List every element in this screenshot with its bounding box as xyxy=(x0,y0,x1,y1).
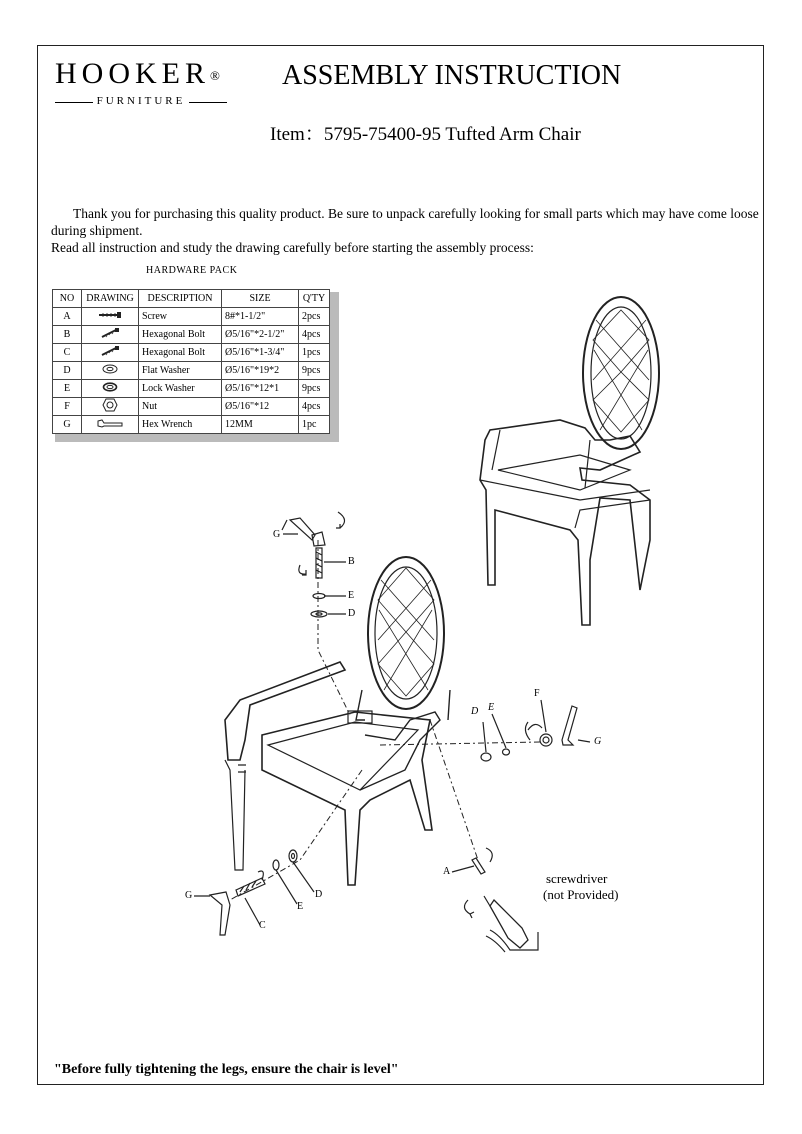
hardware-no: B xyxy=(53,326,82,344)
col-size: SIZE xyxy=(222,290,299,308)
hardware-description: Screw xyxy=(139,308,222,326)
hardware-no: E xyxy=(53,380,82,398)
hardware-qty: 4pcs xyxy=(299,398,330,416)
hardware-size: Ø5/16"*1-3/4" xyxy=(222,344,299,362)
label-d-right: D xyxy=(471,706,479,717)
intro-p2: Read all instruction and study the drawing carefully before starting the assembly process: xyxy=(51,240,534,255)
label-e-left: E xyxy=(297,901,304,912)
hardware-no: F xyxy=(53,398,82,416)
label-g-right: G xyxy=(594,736,602,747)
hardware-description: Flat Washer xyxy=(139,362,222,380)
col-drawing: DRAWING xyxy=(82,290,139,308)
hardware-size: 12MM xyxy=(222,416,299,434)
hardware-qty: 9pcs xyxy=(299,380,330,398)
label-f-right: F xyxy=(534,688,540,699)
hardware-description: Hexagonal Bolt xyxy=(139,344,222,362)
hardware-no: A xyxy=(53,308,82,326)
logo-registered: ® xyxy=(210,68,220,83)
assembly-lines xyxy=(230,540,540,900)
hardware-size: Ø5/16"*12 xyxy=(222,398,299,416)
assembled-chair-drawing xyxy=(480,297,659,625)
hardware-size: Ø5/16"*12*1 xyxy=(222,380,299,398)
label-e-top: E xyxy=(348,590,355,601)
label-c-left: C xyxy=(259,920,266,931)
hardware-no: C xyxy=(53,344,82,362)
label-e-right: E xyxy=(488,702,495,713)
logo-sub: FURNITURE xyxy=(55,95,227,107)
hardware-size: Ø5/16"*19*2 xyxy=(222,362,299,380)
hardware-description: Nut xyxy=(139,398,222,416)
footer-note: "Before fully tightening the legs, ensure the chair is level" xyxy=(54,1062,399,1077)
hardware-qty: 1pcs xyxy=(299,344,330,362)
hardware-size: Ø5/16"*2-1/2" xyxy=(222,326,299,344)
label-d-top: D xyxy=(348,608,356,619)
screw-and-screwdriver xyxy=(452,848,538,952)
label-d-left: D xyxy=(315,889,323,900)
hardware-description: Lock Washer xyxy=(139,380,222,398)
exploded-chair-drawing xyxy=(225,557,450,885)
hardware-qty: 1pc xyxy=(299,416,330,434)
page-title: ASSEMBLY INSTRUCTION xyxy=(282,60,622,91)
item-line: Item：5795-75400-95 Tufted Arm Chair xyxy=(270,124,581,145)
screwdriver-note xyxy=(543,871,618,903)
label-g-top: G xyxy=(273,529,281,540)
screwdriver-line1: screwdriver xyxy=(546,871,608,886)
hardware-qty: 9pcs xyxy=(299,362,330,380)
right-hardware xyxy=(481,700,590,761)
col-description: DESCRIPTION xyxy=(139,290,222,308)
wrench-g-top xyxy=(282,520,298,534)
logo-brand: HOOKER xyxy=(55,57,210,90)
label-b-top: B xyxy=(348,556,355,567)
col-no: NO xyxy=(53,290,82,308)
hardware-size: 8#*1-1/2" xyxy=(222,308,299,326)
hardware-no: G xyxy=(53,416,82,434)
hardware-qty: 2pcs xyxy=(299,308,330,326)
hardware-no: D xyxy=(53,362,82,380)
col-qty: Q'TY xyxy=(299,290,330,308)
hardware-pack-title: HARDWARE PACK xyxy=(146,265,238,276)
hardware-description: Hexagonal Bolt xyxy=(139,326,222,344)
hardware-qty: 4pcs xyxy=(299,326,330,344)
intro-p1: Thank you for purchasing this quality product. Be sure to unpack carefully looking for small parts which may have come loose during shipment. xyxy=(51,206,759,238)
hardware-description: Hex Wrench xyxy=(139,416,222,434)
screwdriver-line2: (not Provided) xyxy=(543,887,619,902)
label-a-screw: A xyxy=(443,866,451,877)
label-g-left: G xyxy=(185,890,193,901)
